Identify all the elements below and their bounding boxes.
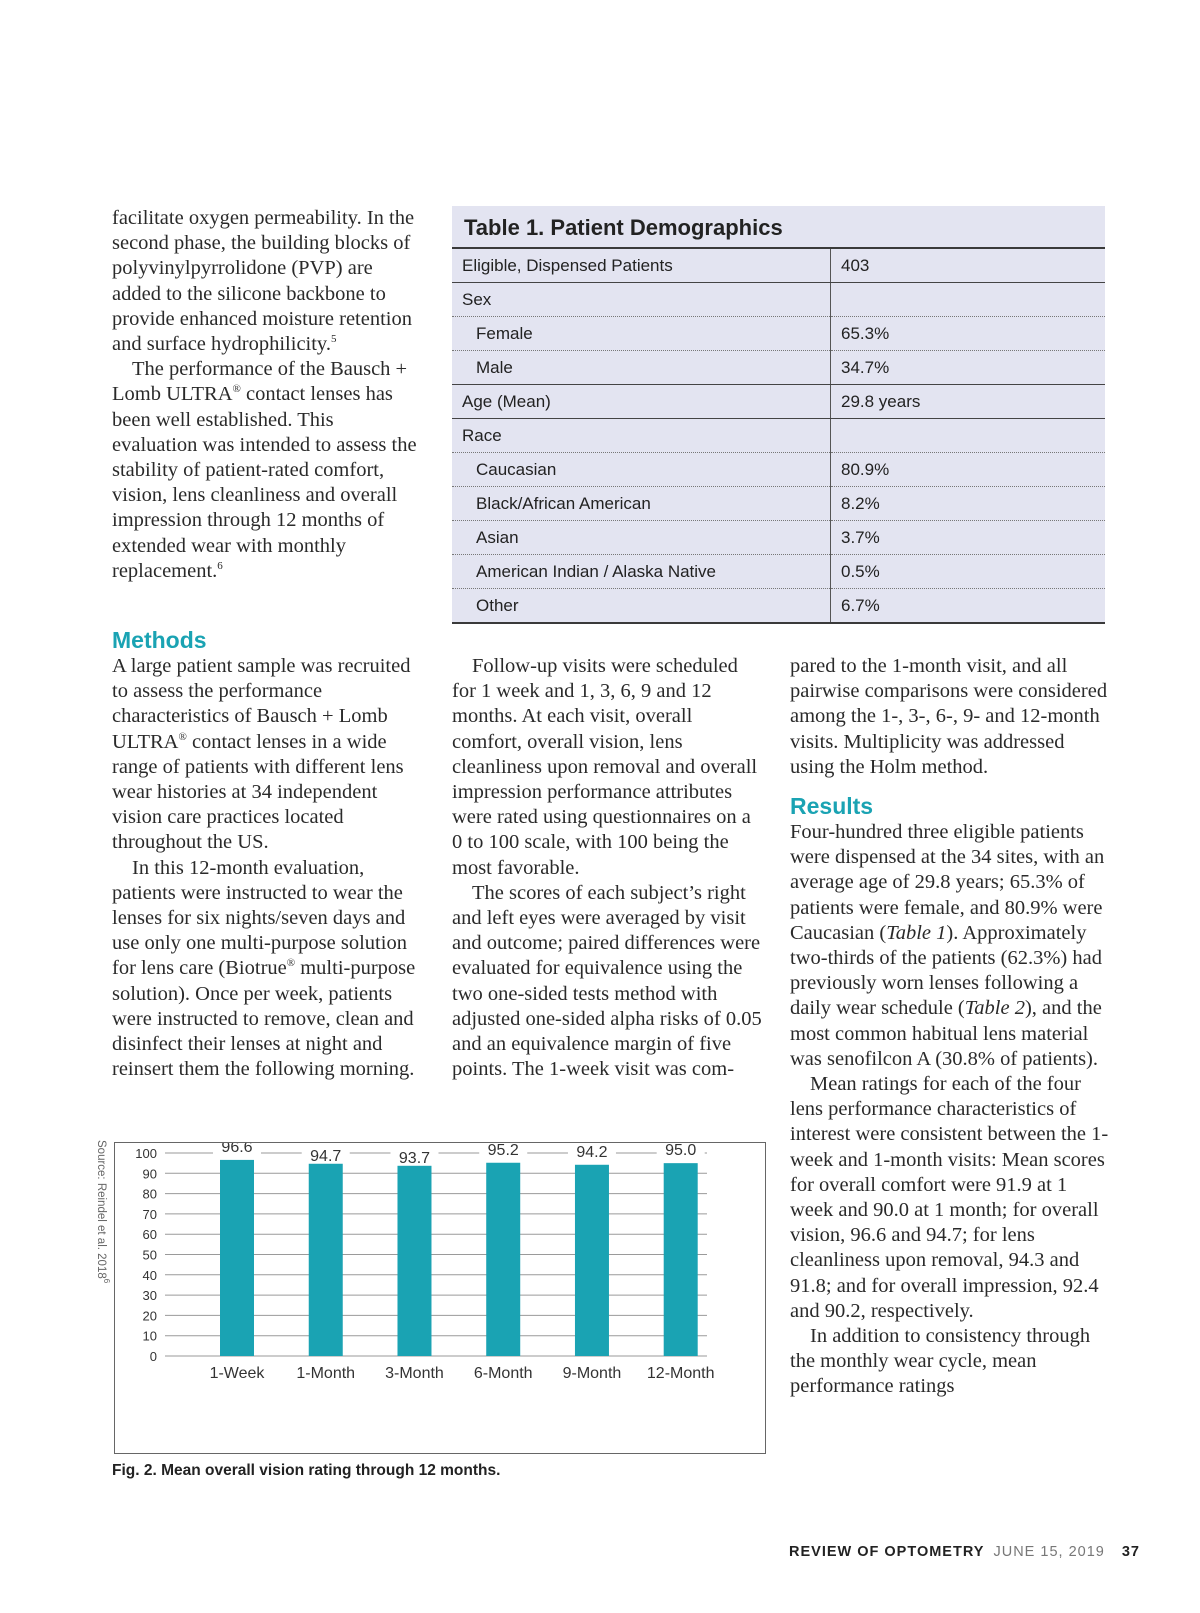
y-tick-label: 10 bbox=[142, 1328, 157, 1344]
data-label: 93.7 bbox=[398, 1149, 431, 1167]
row-value: 80.9% bbox=[831, 453, 1106, 487]
publication-name: REVIEW OF OPTOMETRY bbox=[789, 1544, 985, 1560]
y-tick-label: 100 bbox=[135, 1146, 157, 1161]
bar bbox=[486, 1163, 520, 1356]
paragraph-text: multi-purpose solution). Once per week, patients were instructed to remove, clean and disinfect their lenses at night and reinsert them the following morning. bbox=[112, 957, 416, 1081]
x-category-label: 1-Month bbox=[296, 1365, 356, 1382]
registered-mark: ® bbox=[232, 383, 241, 396]
paragraph bbox=[112, 206, 422, 357]
x-category-label: 12-Month bbox=[646, 1365, 715, 1382]
paragraph: The scores of each subject’s right and left eyes were averaged by visit and outcome; paired differences were evaluated for equivalence using the two one-sided tests method with adjusted one-sided alpha risks of 0.05 and an equivalence margin of five points. The 1-week visit was com- bbox=[452, 881, 762, 1081]
data-label: 95.2 bbox=[487, 1143, 519, 1159]
data-label: 94.7 bbox=[310, 1147, 342, 1165]
row-value: 34.7% bbox=[831, 351, 1106, 385]
row-value: 65.3% bbox=[831, 317, 1106, 351]
column-3 bbox=[790, 654, 1110, 1400]
paragraph: Follow-up visits were scheduled for 1 week and 1, 3, 6, 9 and 12 months. At each visit, overall comfort, overall vision, lens cleanliness upon removal and overall impression performance attributes were rated using questionnaires on a 0 to 100 scale, with 100 being the most favorable. bbox=[452, 655, 758, 879]
figure-caption: Fig. 2. Mean overall vision rating through 12 months. bbox=[112, 1462, 501, 1479]
bar bbox=[309, 1164, 343, 1356]
data-label: 95.0 bbox=[665, 1143, 697, 1160]
row-label: Asian bbox=[452, 521, 831, 555]
figure-source-note bbox=[95, 1140, 111, 1284]
row-label: Sex bbox=[452, 283, 831, 317]
paragraph: Mean ratings for each of the four lens performance characteristics of interest were consistent between the 1-week and 1-month visits: Mean scores for overall comfort were 91.9 at 1 week and 90.0 at 1 month; for overall vision, 96.6 and 94.7; for lens cleanliness upon removal, 94.3 and 91.8; and for overall impression, 92.4 and 90.2, respectively. bbox=[790, 1073, 1109, 1322]
paragraph-text: Four-hundred three eligible patients were dispensed at the 34 sites, with an average age of 29.8 years; 65.3% of patients were female, and 80.9% were Caucasian ( bbox=[790, 821, 1105, 944]
registered-mark: ® bbox=[178, 730, 187, 743]
x-category-label: 3-Month bbox=[385, 1365, 444, 1382]
reference-marker: 5 bbox=[330, 333, 337, 346]
row-label: Male bbox=[452, 351, 831, 385]
row-label: Black/African American bbox=[452, 487, 831, 521]
bar bbox=[664, 1163, 698, 1356]
paragraph bbox=[112, 856, 427, 1083]
row-value bbox=[831, 283, 1106, 317]
paragraph-text: A large patient sample was recruited to assess the performance characteristics of Bausch + Lomb ULTRA bbox=[112, 655, 411, 753]
table-row bbox=[452, 419, 1105, 453]
row-label: Eligible, Dispensed Patients bbox=[452, 249, 831, 283]
row-label: Female bbox=[452, 317, 831, 351]
column-1-top bbox=[112, 206, 422, 584]
figure-2-chart bbox=[114, 1142, 766, 1454]
paragraph bbox=[112, 654, 427, 856]
methods-section bbox=[112, 626, 427, 1082]
table-row bbox=[452, 589, 1105, 624]
issue-date: JUNE 15, 2019 bbox=[993, 1544, 1105, 1560]
patient-demographics-table bbox=[452, 206, 1105, 624]
row-value bbox=[831, 419, 1106, 453]
paragraph-text: ), and the most common habitual lens material was senofilcon A (30.8% of patients). bbox=[790, 997, 1102, 1070]
bar bbox=[397, 1166, 431, 1356]
page-footer bbox=[789, 1544, 1140, 1560]
table-row bbox=[452, 351, 1105, 385]
table-row bbox=[452, 317, 1105, 351]
y-tick-label: 0 bbox=[149, 1349, 157, 1364]
row-value: 0.5% bbox=[831, 555, 1106, 589]
table-row bbox=[452, 283, 1105, 317]
x-category-label: 9-Month bbox=[562, 1365, 622, 1382]
paragraph bbox=[112, 357, 422, 584]
paragraph-text: In this 12-month evaluation, patients were instructed to wear the lenses for six nights/seven days and use only one multi-purpose solution for lens care (Biotrue bbox=[112, 856, 407, 980]
table-row bbox=[452, 521, 1105, 555]
table-row bbox=[452, 555, 1105, 589]
bar-chart bbox=[115, 1143, 765, 1453]
table-row bbox=[452, 385, 1105, 419]
page-number: 37 bbox=[1121, 1544, 1140, 1560]
row-label: Race bbox=[452, 419, 831, 453]
bar bbox=[575, 1165, 609, 1356]
paragraph: In addition to consistency through the monthly wear cycle, mean performance ratings bbox=[790, 1325, 1091, 1398]
row-value: 6.7% bbox=[831, 589, 1106, 624]
paragraph-text: facilitate oxygen permeability. In the second phase, the building blocks of polyvinylpyrrolidone (PVP) are added to the silicone backbone to provide enhanced moisture retention and surface hydrophilicity. bbox=[112, 207, 415, 356]
y-tick-label: 80 bbox=[142, 1186, 157, 1202]
paragraph bbox=[790, 820, 1110, 1072]
table-body bbox=[452, 249, 1105, 624]
table-row bbox=[452, 249, 1105, 283]
table-row bbox=[452, 487, 1105, 521]
paragraph-text: contact lenses in a wide range of patients with different lens wear histories at 34 independent vision care practices located throughout the US. bbox=[112, 730, 404, 854]
row-value: 403 bbox=[831, 249, 1106, 283]
source-text: Source: Reindel et al. 2018 bbox=[95, 1140, 107, 1279]
data-label: 94.2 bbox=[576, 1143, 608, 1161]
row-label: Caucasian bbox=[452, 453, 831, 487]
reference-marker: 6 bbox=[101, 1278, 111, 1284]
table-reference: Table 2 bbox=[964, 997, 1025, 1020]
x-category-label: 1-Week bbox=[209, 1365, 265, 1382]
y-tick-label: 90 bbox=[142, 1166, 157, 1182]
y-tick-label: 60 bbox=[142, 1227, 157, 1243]
table-reference: Table 1 bbox=[886, 921, 947, 944]
registered-mark: ® bbox=[286, 957, 296, 970]
row-value: 8.2% bbox=[831, 487, 1106, 521]
column-2 bbox=[452, 654, 764, 1082]
y-tick-label: 30 bbox=[142, 1288, 157, 1304]
methods-heading: Methods bbox=[112, 627, 207, 653]
paragraph-text: ). Approximately two-thirds of the patients (62.3%) had previously worn lenses following a daily wear schedule ( bbox=[790, 921, 1102, 1020]
reference-marker: 6 bbox=[217, 560, 223, 573]
results-heading: Results bbox=[790, 793, 874, 820]
row-label: Other bbox=[452, 589, 831, 624]
row-value: 29.8 years bbox=[831, 385, 1106, 419]
y-tick-label: 70 bbox=[142, 1206, 157, 1222]
bar bbox=[220, 1160, 254, 1356]
paragraph-text: The performance of the Bausch + Lomb ULTRA bbox=[112, 358, 408, 406]
row-label: Age (Mean) bbox=[452, 385, 831, 419]
table-title: Table 1. Patient Demographics bbox=[452, 206, 1105, 249]
data-label: 96.6 bbox=[221, 1143, 253, 1156]
paragraph: pared to the 1-month visit, and all pairwise comparisons were considered among the 1-, 3-, 6-, 9- and 12-month visits. Multiplicity was addressed using the Holm method. bbox=[790, 655, 1108, 778]
y-tick-label: 40 bbox=[142, 1267, 157, 1283]
row-value: 3.7% bbox=[831, 521, 1106, 555]
x-category-label: 6-Month bbox=[473, 1365, 533, 1382]
y-tick-label: 20 bbox=[142, 1308, 157, 1324]
row-label: American Indian / Alaska Native bbox=[452, 555, 831, 589]
y-tick-label: 50 bbox=[142, 1247, 157, 1263]
paragraph-text: contact lenses has been well established. This evaluation was intended to assess the stability of patient-rated comfort, vision, lens cleanliness and overall impression through 12 months of extended wear with monthly replacement. bbox=[112, 383, 417, 582]
table-row bbox=[452, 453, 1105, 487]
